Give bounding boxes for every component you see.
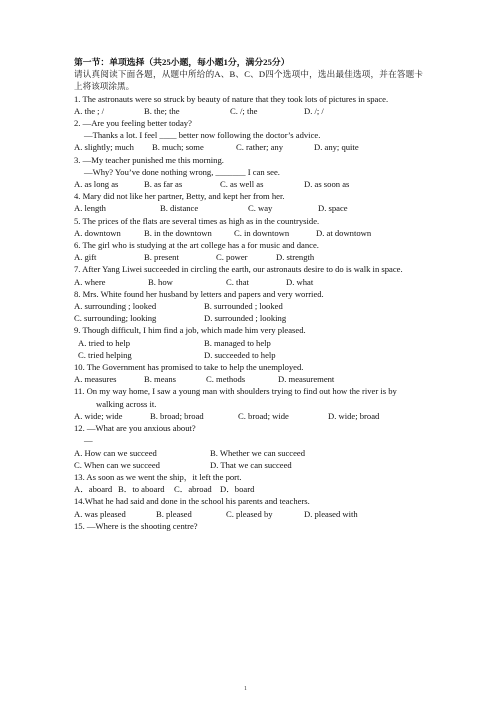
option: C. way	[248, 203, 273, 214]
question-7-stem: 7. After Yang Liwei succeeded in circling the earth, our astronauts desire to do is walk in space.	[74, 264, 403, 275]
question-11-options	[74, 410, 423, 422]
option: A. was pleased	[74, 508, 126, 519]
option: B. much; some	[152, 142, 204, 153]
question-12-options-row1	[74, 447, 423, 459]
question-10-stem: 10. The Government has promised to take to help the unemployed.	[74, 362, 304, 373]
question-6-stem: 6. The girl who is studying at the art college has a for music and dance.	[74, 240, 319, 251]
option: A. the ; /	[74, 105, 105, 116]
option: A. How can we succeed	[74, 447, 157, 458]
option: D. strength	[276, 252, 315, 263]
option: B. surrounded ; looked	[204, 301, 283, 312]
option: A. wide; wide	[74, 410, 123, 421]
option: A. gift	[74, 252, 97, 263]
question-14-stem: 14.What he had said and done in the school his parents and teachers.	[74, 496, 310, 507]
option: A. as long as	[74, 179, 119, 190]
question-2-options	[74, 141, 423, 153]
option: C. power	[216, 252, 248, 263]
option: A. length	[74, 203, 106, 214]
option: A. where	[74, 276, 106, 287]
question-5-stem: 5. The prices of the flats are several times as high as in the countryside.	[74, 215, 320, 226]
question-7-options	[74, 276, 423, 288]
option: A. tried to help	[78, 337, 131, 348]
question-13-options	[74, 483, 423, 495]
question-4-stem: 4. Mary did not like her partner, Betty, and kept her from her.	[74, 191, 285, 202]
option: A. downtown	[74, 227, 121, 238]
question-2-reply: —Thanks a lot. I feel ____ better now following the doctor’s advice.	[84, 130, 321, 141]
option: B. pleased	[156, 508, 192, 519]
question-5-options	[74, 227, 423, 239]
option: B. distance	[160, 203, 199, 214]
question-3-reply: —Why? You’ve done nothing wrong, _______ I can see.	[84, 166, 280, 177]
question-4-options	[74, 202, 423, 214]
exam-page	[74, 56, 423, 532]
question-8-options-row2	[74, 312, 423, 324]
option: B. broad; broad	[150, 410, 204, 421]
option: A. measures	[74, 374, 117, 385]
option: C. tried helping	[78, 349, 132, 360]
question-10-options	[74, 373, 423, 385]
section-title: 第一节：单项选择（共25小题，每小题1分，满分25分）	[74, 57, 290, 67]
option: A．aboard	[74, 484, 113, 495]
question-2-stem: 2. —Are you feeling better today?	[74, 118, 192, 129]
option: D. succeeded to help	[204, 349, 276, 360]
option: B. Whether we can succeed	[210, 447, 306, 458]
option: D. surrounded ; looking	[204, 313, 287, 324]
option: D. /; /	[304, 105, 324, 116]
question-12-options-row2	[74, 459, 423, 471]
question-3-options	[74, 178, 423, 190]
option: D. measurement	[278, 374, 335, 385]
option: D. space	[318, 203, 348, 214]
question-1-stem: 1. The astronauts were so struck by beauty of nature that they took lots of pictures in space.	[74, 93, 389, 104]
question-12-reply: —	[84, 435, 93, 446]
option: D. That we can succeed	[210, 459, 292, 470]
option: D. pleased with	[304, 508, 358, 519]
option: B. managed to help	[204, 337, 271, 348]
option: C. rather; any	[236, 142, 284, 153]
question-6-options	[74, 251, 423, 263]
option: B. in the downtown	[144, 227, 212, 238]
option: B. present	[144, 252, 179, 263]
question-15-stem: 15. —Where is the shooting centre?	[74, 520, 198, 531]
question-12-stem: 12. —What are you anxious about?	[74, 423, 196, 434]
option: D. any; quite	[314, 142, 359, 153]
question-8-options-row1	[74, 300, 423, 312]
option: C．abroad	[174, 484, 212, 495]
question-3-stem: 3. —My teacher punished me this morning.	[74, 154, 224, 165]
option: A. surrounding ; looked	[74, 301, 157, 312]
option: D. at downtown	[316, 227, 372, 238]
option: C. in downtown	[234, 227, 290, 238]
question-9-stem: 9. Though difficult, I him find a job, which made him very pleased.	[74, 325, 306, 336]
page-number: 1	[244, 686, 247, 692]
option: C. as well as	[220, 179, 264, 190]
option: C. broad; wide	[238, 410, 289, 421]
question-8-stem: 8. Mrs. White found her husband by letters and papers and very worried.	[74, 288, 324, 299]
option: C. methods	[206, 374, 246, 385]
question-9-options-row2	[74, 349, 423, 361]
option: D．board	[220, 484, 255, 495]
option: C. /; the	[230, 105, 258, 116]
option: D. what	[286, 276, 314, 287]
question-13-stem: 13. As soon as we went the ship，it left the port.	[74, 471, 242, 482]
option: D. wide; broad	[328, 410, 380, 421]
option: B. as far as	[144, 179, 183, 190]
question-14-options	[74, 508, 423, 520]
option: C. When can we succeed	[74, 459, 160, 470]
option: C. that	[226, 276, 249, 287]
question-1-options	[74, 105, 423, 117]
option: B. the; the	[144, 105, 180, 116]
question-11-stem: 11. On my way home, I saw a young man with shoulders trying to find out how the river is by walking across it.	[74, 386, 397, 409]
option: A. slightly; much	[74, 142, 134, 153]
option: C. surrounding; looking	[74, 313, 157, 324]
option: D. as soon as	[304, 179, 350, 190]
section-instruction: 请认真阅读下面各题，从题中所给的A、B、C、D四个选项中，选出最佳选项，并在答题卡上将该项涂黑。	[74, 69, 423, 92]
option: B. means	[144, 374, 176, 385]
question-9-options-row1	[74, 337, 423, 349]
option: C. pleased by	[226, 508, 273, 519]
option: B. how	[148, 276, 173, 287]
option: B．to aboard	[118, 484, 165, 495]
